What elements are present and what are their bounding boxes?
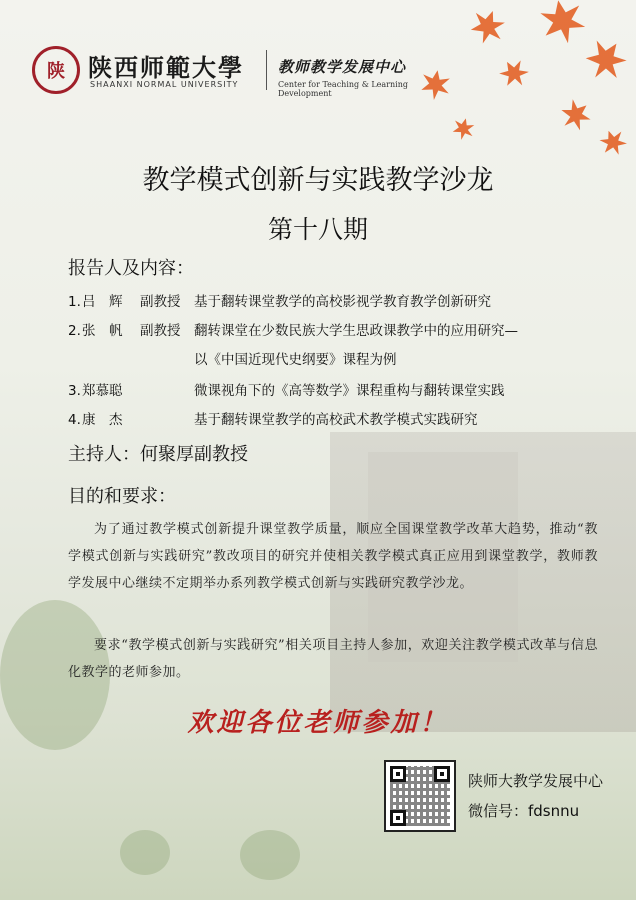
speaker-row: [68, 290, 491, 310]
host-line: 主持人：何聚厚副教授: [68, 444, 248, 465]
speaker-name: 郑慕聪: [82, 383, 123, 399]
speaker-topic: 基于翻转课堂教学的高校影视学教育教学创新研究: [194, 294, 491, 310]
header: [32, 44, 432, 100]
qr-finder-pattern: [434, 766, 450, 782]
qr-finder-pattern: [390, 810, 406, 826]
speaker-number: 4.: [68, 412, 81, 428]
speaker-number: 3.: [68, 383, 81, 399]
speaker-topic: 以《中国近现代史纲要》课程为例: [194, 352, 397, 368]
speaker-topic: 翻转课堂在少数民族大学生思政课教学中的应用研究—: [194, 323, 518, 339]
center-name-cn: 教师教学发展中心: [278, 58, 407, 76]
speakers-heading: 报告人及内容：: [68, 258, 194, 279]
contact-wechat-id: 微信号：fdsnnu: [468, 802, 580, 820]
university-seal-icon: 陕: [32, 46, 80, 94]
tree-decoration: [120, 830, 170, 875]
university-name-cn: 陕西师範大學: [88, 53, 244, 82]
speaker-number: 2.: [68, 323, 81, 339]
purpose-heading: 目的和要求：: [68, 486, 176, 507]
welcome-slogan: 欢迎各位老师参加！: [187, 708, 449, 738]
tree-decoration: [240, 830, 300, 880]
speaker-number: 1.: [68, 294, 81, 310]
header-divider: [266, 50, 267, 90]
speaker-rank: 副教授: [140, 323, 181, 339]
speaker-name: 康 杰: [82, 412, 123, 428]
speaker-name: 张 帆: [82, 323, 123, 339]
poster-title: 教学模式创新与实践教学沙龙: [142, 165, 494, 196]
issue-number: 第十八期: [267, 215, 368, 244]
speaker-row: [68, 319, 518, 339]
contact-organization: 陕师大教学发展中心: [468, 772, 604, 790]
wechat-qr-code-icon: [384, 760, 456, 832]
qr-finder-pattern: [390, 766, 406, 782]
speaker-topic: 基于翻转课堂教学的高校武术教学模式实践研究: [194, 412, 478, 428]
speaker-row: [68, 408, 478, 428]
purpose-paragraph: 为了通过教学模式创新提升课堂教学质量，顺应全国课堂教学改革大趋势，推动“教学模式创新与实践研究”教改项目的研究并使相关教学模式真正应用到课堂教学，教师教学发展中心继续不定期举办系列教学模式创新与实践研究教学沙龙。: [68, 522, 598, 591]
speaker-name: 吕 辉: [82, 294, 123, 310]
requirement-paragraph: 要求“教学模式创新与实践研究”相关项目主持人参加，欢迎关注教学模式改革与信息化教学的老师参加。: [68, 638, 598, 680]
center-name-en: Center for Teaching & Learning Development: [278, 80, 408, 98]
speaker-topic: 微课视角下的《高等数学》课程重构与翻转课堂实践: [194, 383, 505, 399]
university-name-en: SHAANXI NORMAL UNIVERSITY: [90, 80, 239, 89]
speaker-row: [68, 379, 505, 399]
speaker-rank: 副教授: [140, 294, 181, 310]
